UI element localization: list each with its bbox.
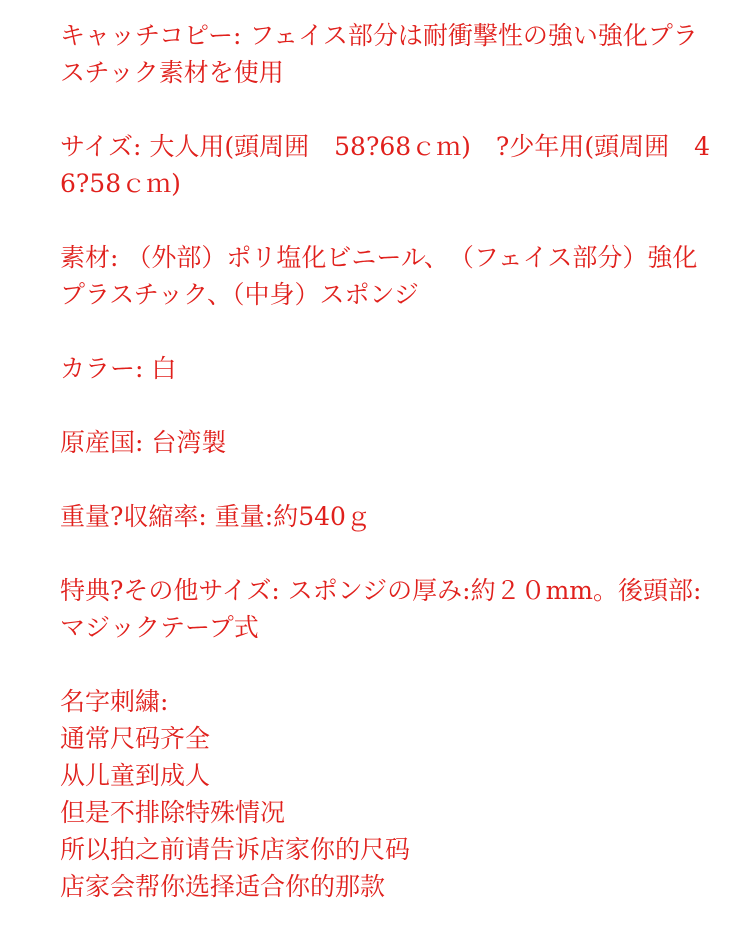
embroidery-section [60,683,710,905]
spec-material [60,239,710,313]
embroidery-line: 所以拍之前请告诉店家你的尺码 [60,835,411,864]
spec-value: 重量:約540ｇ [214,502,371,531]
spec-label: 素材 : [60,243,126,272]
spec-label: カラー : [60,354,151,383]
spec-value: スポンジの厚み:約２０mm。後頭部:マジックテープ式 [60,576,702,642]
spec-value: 大人用(頭周囲 58?68ｃｍ) ?少年用(頭周囲 46?58ｃｍ) [60,132,710,198]
embroidery-line: 从儿童到成人 [60,761,211,790]
spec-color [60,350,710,387]
spec-label: サイズ : [60,132,149,161]
spec-value: 白 [151,354,177,383]
spec-value: 台湾製 [151,428,227,457]
embroidery-line: 但是不排除特殊情况 [60,798,286,827]
spec-value: フェイス部分は耐衝撃性の強い強化プラスチック素材を使用 [60,21,698,87]
embroidery-label: 名字刺繍: [60,687,169,716]
embroidery-line: 通常尺码齐全 [60,724,211,753]
spec-label: キャッチコピー : [60,21,249,50]
spec-origin [60,424,710,461]
spec-catchcopy [60,17,710,91]
spec-size [60,128,710,202]
embroidery-line: 店家会帮你选择适合你的那款 [60,872,386,901]
spec-value: （外部）ポリ塩化ビニール、 （フェイス部分）強化プラスチック、（中身）スポンジ [60,243,698,309]
spec-label: 重量?収縮率 : [60,502,215,531]
spec-label: 特典?その他サイズ : [60,576,288,605]
spec-bonus [60,572,710,646]
spec-label: 原産国 : [60,428,151,457]
product-spec-document [60,17,710,942]
spec-weight [60,498,710,535]
